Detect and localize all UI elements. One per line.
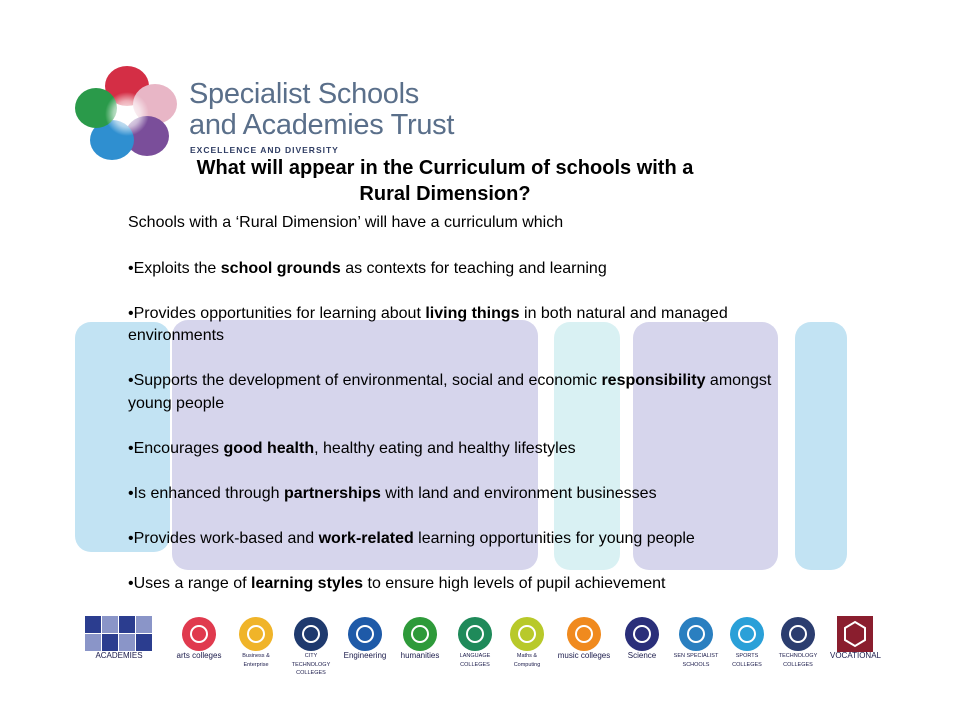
- bg-panel-right: [795, 322, 847, 570]
- specialism-label: SPORTS COLLEGES: [732, 653, 762, 668]
- specialism-label: Business & Enterprise: [242, 653, 270, 668]
- specialism-logo: [830, 614, 880, 661]
- maths-icon: [507, 614, 547, 652]
- ssat-logo-icon: [72, 64, 182, 164]
- bullet-item: •Is enhanced through partnerships with land and environment businesses: [128, 484, 657, 502]
- specialism-label: arts colleges: [176, 651, 222, 660]
- specialisms-logo-strip: [82, 614, 882, 674]
- specialism-label: Maths & Computing: [513, 653, 541, 668]
- slide-body: [128, 212, 788, 618]
- humanities-icon: [400, 614, 440, 652]
- science-icon: [622, 614, 662, 652]
- specialism-logo: [554, 614, 614, 661]
- bullet-item: •Provides opportunities for learning about living things in both natural and managed environments: [128, 304, 728, 344]
- specialism-logo: [772, 614, 824, 669]
- sports-icon: [727, 614, 767, 652]
- language-icon: [455, 614, 495, 652]
- bullet-item: •Uses a range of learning styles to ensure high levels of pupil achievement: [128, 574, 666, 592]
- slide-title-line1: What will appear in the Curriculum of schools with a: [196, 157, 694, 179]
- specialism-label: SEN SPECIALIST SCHOOLS: [673, 653, 719, 668]
- specialism-logo: [670, 614, 722, 669]
- specialism-logo: [340, 614, 390, 661]
- specialism-label: VOCATIONAL: [830, 651, 881, 660]
- bullet-item: •Exploits the school grounds as contexts for teaching and learning: [128, 259, 607, 277]
- brand-name-line2: and Academies Trust: [189, 109, 455, 141]
- specialism-logo: [394, 614, 446, 661]
- bullet-item: •Provides work-based and work-related learning opportunities for young people: [128, 529, 695, 547]
- vocational-icon: [835, 614, 875, 652]
- sen-icon: [676, 614, 716, 652]
- brand-name-line1: Specialist Schools: [189, 78, 419, 110]
- specialism-logo: [450, 614, 500, 669]
- specialism-logo: [618, 614, 666, 661]
- specialism-label: Engineering: [343, 651, 387, 660]
- business-icon: [236, 614, 276, 652]
- specialism-label: music colleges: [557, 651, 611, 660]
- specialism-label: ACADEMIES: [95, 651, 143, 660]
- specialism-logo: [286, 614, 336, 678]
- ctc-icon: [291, 614, 331, 652]
- slide-title-line2: Rural Dimension?: [359, 183, 531, 205]
- specialism-label: LANGUAGE COLLEGES: [459, 653, 491, 668]
- technology-icon: [778, 614, 818, 652]
- specialism-logo: [170, 614, 228, 661]
- engineering-icon: [345, 614, 385, 652]
- arts-icon: [179, 614, 219, 652]
- specialism-label: humanities: [400, 651, 440, 660]
- specialism-logo: [230, 614, 282, 669]
- bullet-item: •Supports the development of environmental, social and economic responsibility amongst young people: [128, 372, 772, 412]
- specialism-logo: [726, 614, 768, 669]
- specialism-logo: [82, 614, 156, 661]
- specialism-label: CITY TECHNOLOGY COLLEGES: [291, 653, 331, 676]
- music-icon: [564, 614, 604, 652]
- specialism-logo: [504, 614, 550, 669]
- slide-title: [120, 155, 770, 207]
- bullet-item: •Encourages good health, healthy eating and healthy lifestyles: [128, 439, 576, 457]
- academies-icon: [84, 614, 154, 652]
- specialism-label: Science: [627, 651, 657, 660]
- intro-text: Schools with a ‘Rural Dimension’ will have a curriculum which: [128, 214, 564, 231]
- brand-tagline: EXCELLENCE AND DIVERSITY: [190, 145, 339, 155]
- specialism-label: TECHNOLOGY COLLEGES: [778, 653, 818, 668]
